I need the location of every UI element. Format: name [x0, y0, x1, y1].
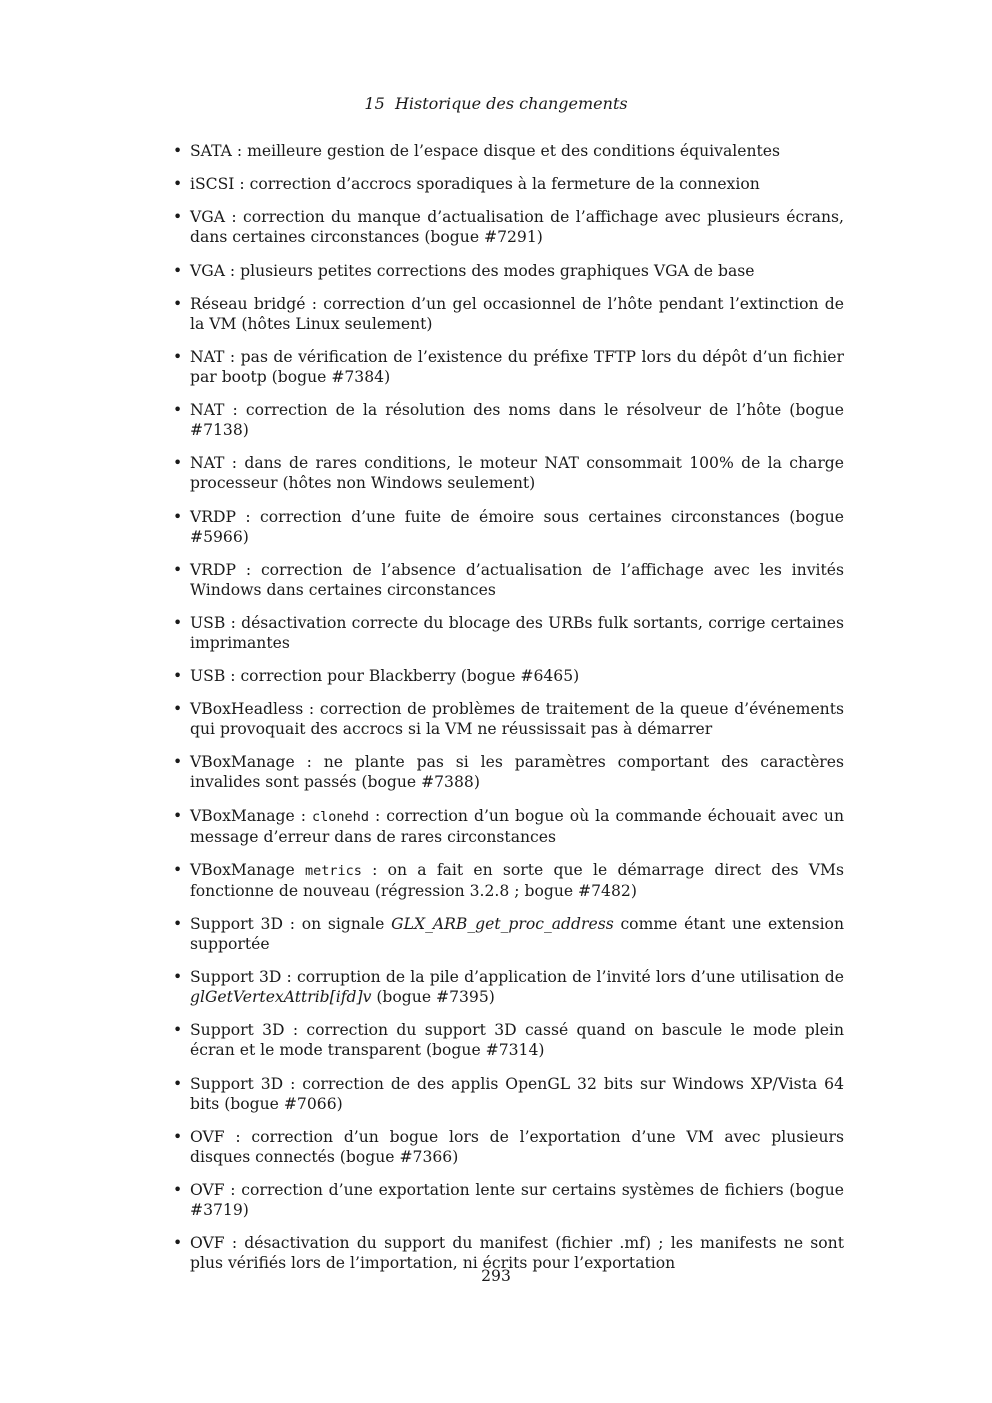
italic-function-name: glGetVertexAttrib[ifd]v [190, 988, 372, 1007]
bullet: • [173, 454, 183, 473]
bullet: • [173, 806, 183, 825]
bullet: • [173, 401, 183, 420]
code-clonehd: clonehd [312, 808, 369, 825]
list-item [173, 453, 844, 493]
list-item [173, 207, 844, 247]
list-item [173, 1180, 844, 1220]
list-item [173, 261, 844, 281]
bullet: • [173, 142, 183, 160]
bullet: • [173, 560, 183, 579]
bullet: • [173, 1127, 183, 1146]
changelog-list [173, 141, 844, 1286]
list-item [173, 613, 844, 653]
bullet: • [173, 968, 183, 987]
chapter-title: Historique des changements [394, 94, 628, 113]
item-text: USB : désactivation correcte du blocage des URBs fulk sortants, corrige certaines imprimantes [190, 613, 844, 652]
list-item [173, 860, 844, 901]
list-item [173, 699, 844, 739]
list-item [173, 752, 844, 792]
list-item [173, 400, 844, 440]
list-item [173, 967, 844, 1007]
item-text-suffix: : on a fait en sorte que le démarrage direct des VMs fonctionne de nouveau (régression 3.2.8 ; bogue #7482) [190, 860, 844, 900]
item-text: USB : correction pour Blackberry (bogue #6465) [190, 667, 580, 686]
code-metrics: metrics [304, 862, 362, 879]
item-text: OVF : correction d’une exportation lente sur certains systèmes de fichiers (bogue #3719) [190, 1180, 844, 1219]
bullet: • [173, 753, 183, 772]
list-item [173, 294, 844, 334]
bullet: • [173, 613, 183, 632]
bullet: • [173, 915, 183, 933]
list-item [173, 507, 844, 547]
list-item [173, 1074, 844, 1114]
item-text-prefix: Support 3D : on signale [190, 915, 392, 933]
bullet: • [173, 667, 183, 686]
item-text-suffix: (bogue #7395) [371, 988, 495, 1007]
item-text: Support 3D : correction de des applis OpenGL 32 bits sur Windows XP/Vista 64 bits (bogue #7066) [190, 1074, 844, 1113]
item-text: NAT : dans de rares conditions, le moteur NAT consommait 100% de la charge processeur (hôtes non Windows seulement) [190, 454, 844, 493]
item-text-prefix: VBoxManage [190, 860, 305, 879]
list-item [173, 174, 844, 194]
item-text-prefix: Support 3D : corruption de la pile d’application de l’invité lors d’une utilisation de [190, 968, 844, 987]
item-text: VBoxHeadless : correction de problèmes de traitement de la queue d’événements qui provoquait des accrocs si la VM ne réussissait pas à démarrer [190, 700, 844, 739]
list-item [173, 1127, 844, 1167]
bullet: • [173, 208, 183, 227]
bullet: • [173, 347, 183, 366]
list-item [173, 141, 844, 161]
item-text: VRDP : correction de l’absence d’actualisation de l’affichage avec les invités Windows dans certaines circonstances [190, 560, 844, 599]
bullet: • [173, 860, 183, 879]
item-text: NAT : correction de la résolution des noms dans le résolveur de l’hôte (bogue #7138) [190, 401, 844, 440]
list-item [173, 806, 844, 847]
item-text: VBoxManage : ne plante pas si les paramètres comportant des caractères invalides sont passés (bogue #7388) [190, 753, 844, 792]
list-item [173, 560, 844, 600]
italic-function-name: GLX_ARB_get_proc_address [391, 915, 614, 933]
item-text: iSCSI : correction d’accrocs sporadiques à la fermeture de la connexion [190, 175, 760, 194]
item-text: VGA : correction du manque d’actualisation de l’affichage avec plusieurs écrans, dans certaines circonstances (bogue #7291) [190, 208, 844, 247]
item-text-prefix: VBoxManage : [190, 806, 313, 825]
item-text: OVF : désactivation du support du manifest (fichier .mf) ; les manifests ne sont plus vérifiés lors de l’importation, ni écrits pour l’exportation [190, 1234, 844, 1273]
chapter-number: 15 [364, 94, 385, 113]
bullet: • [173, 1021, 183, 1040]
list-item [173, 1020, 844, 1060]
item-text: VRDP : correction d’une fuite de émoire sous certaines circonstances (bogue #5966) [190, 507, 844, 546]
page-number: 293 [481, 1267, 511, 1285]
item-text: Réseau bridgé : correction d’un gel occasionnel de l’hôte pendant l’extinction de la VM (hôtes Linux seulement) [190, 294, 844, 333]
bullet: • [173, 1180, 183, 1199]
running-header [0, 94, 992, 114]
item-text-suffix: : correction d’un bogue où la commande échouait avec un message d’erreur dans de rares circonstances [190, 806, 844, 846]
bullet: • [173, 1074, 183, 1093]
bullet: • [173, 507, 183, 526]
item-text: NAT : pas de vérification de l’existence du préfixe TFTP lors du dépôt d’un fichier par bootp (bogue #7384) [190, 347, 844, 386]
bullet: • [173, 175, 183, 194]
item-text-suffix: comme étant une extension supportée [190, 915, 844, 953]
list-item [173, 666, 844, 686]
list-item [173, 914, 844, 954]
bullet: • [173, 1234, 183, 1253]
item-text: Support 3D : correction du support 3D cassé quand on bascule le mode plein écran et le mode transparent (bogue #7314) [190, 1021, 844, 1060]
item-text: OVF : correction d’un bogue lors de l’exportation d’une VM avec plusieurs disques connectés (bogue #7366) [190, 1127, 844, 1166]
list-item [173, 347, 844, 387]
bullet: • [173, 294, 183, 313]
item-text: SATA : meilleure gestion de l’espace disque et des conditions équivalentes [190, 142, 781, 160]
bullet: • [173, 261, 183, 280]
item-text: VGA : plusieurs petites corrections des modes graphiques VGA de base [190, 261, 755, 280]
bullet: • [173, 700, 183, 719]
